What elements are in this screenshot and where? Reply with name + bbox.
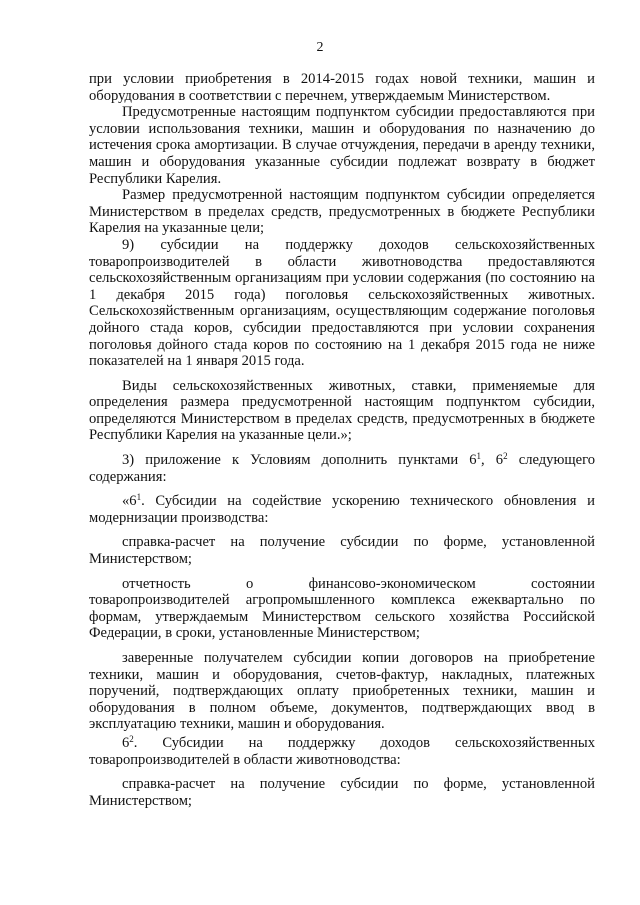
word-state: состоянии	[531, 575, 595, 592]
paragraph-item-3-appendix	[89, 452, 595, 485]
superscript-2: 2	[503, 451, 508, 462]
point-6-1-superscript: 1	[136, 492, 142, 503]
word-financial-economic: финансово-экономическом	[308, 575, 476, 592]
point-6-2-number: 6	[122, 734, 130, 751]
paragraph-calculation-form-2: справка-расчет на получение субсидии по форме, установленной Министерством;	[89, 776, 595, 809]
paragraph-amortization-condition: Предусмотренные настоящим подпунктом субсидии предоставляются при условии использования техники, машин и оборудования по назначению до истечения срока амортизации. В случае отчуждения, передачи в аренду техники, машин и оборудования указанные субсидии подлежат возврату в бюджет Республики Карелия.	[89, 104, 595, 187]
word-about: о	[245, 575, 254, 592]
financial-reporting-rest: товаропроизводителей агропромышленного комплекса ежеквартально по формам, утверждаемым Министерством сельского хозяйства Российской Федерации, в сроки, установленные Министерством;	[89, 592, 595, 642]
financial-reporting-first-line	[89, 576, 595, 593]
paragraph-acquisition-condition: при условии приобретения в 2014-2015 годах новой техники, машин и оборудования в соответствии с перечнем, утверждаемым Министерством.	[89, 71, 595, 104]
point-6-1-text: . Субсидии на содействие ускорению технического обновления и модернизации производства:	[89, 493, 595, 526]
paragraph-certified-copies: заверенные получателем субсидии копии договоров на приобретение техники, машин и оборудования, счетов-фактур, накладных, платежных поручений, подтверждающих оплату приобретенных техники, машин и оборудования в полном объеме, документов, подтверждающих ввод в эксплуатацию техники, машин и оборудования.	[89, 650, 595, 733]
point-6-1-number: «6	[122, 493, 137, 510]
superscript-1: 1	[476, 451, 482, 462]
point-6-2-text: . Субсидии на поддержку доходов сельскохозяйственных товаропроизводителей в области животноводства:	[89, 734, 595, 768]
paragraph-financial-reporting	[89, 576, 595, 642]
appendix-text-middle: , 6	[481, 452, 504, 469]
paragraph-calculation-form: справка-расчет на получение субсидии по форме, установленной Министерством;	[89, 534, 595, 568]
document-body	[89, 71, 595, 809]
point-6-2-superscript: 2	[129, 733, 134, 744]
paragraph-item-9-livestock: 9) субсидии на поддержку доходов сельскохозяйственных товаропроизводителей в области животноводства предоставляются сельскохозяйственным организациям при условии содержания (по состоянию на 1 декабря 2015 года) поголовья сельскохозяйственных животных. Сельскохозяйственным организациям, осуществляющим содержание поголовья дойного стада коров, субсидии предоставляются при условии сохранения поголовья дойного стада коров по состоянию на 1 декабря 2015 года не ниже показателей на 1 января 2015 года.	[89, 236, 595, 370]
paragraph-point-6-2	[89, 735, 595, 768]
appendix-text-start: 3) приложение к Условиям дополнить пунктами 6	[122, 452, 477, 469]
word-reporting: отчетность	[122, 575, 191, 592]
appendix-text-end: следующего содержания:	[89, 452, 596, 485]
paragraph-animal-types-rates: Виды сельскохозяйственных животных, ставки, применяемые для определения размера предусмотренной настоящим подпунктом субсидии, определяются Министерством в пределах средств, предусмотренных в бюджете Республики Карелия на указанные цели.»;	[89, 377, 595, 444]
paragraph-point-6-1	[89, 493, 595, 526]
page-number: 2	[316, 40, 324, 55]
paragraph-subsidy-size: Размер предусмотренной настоящим подпунктом субсидии определяется Министерством в пределах средств, предусмотренных в бюджете Республики Карелия на указанные цели;	[89, 187, 595, 237]
